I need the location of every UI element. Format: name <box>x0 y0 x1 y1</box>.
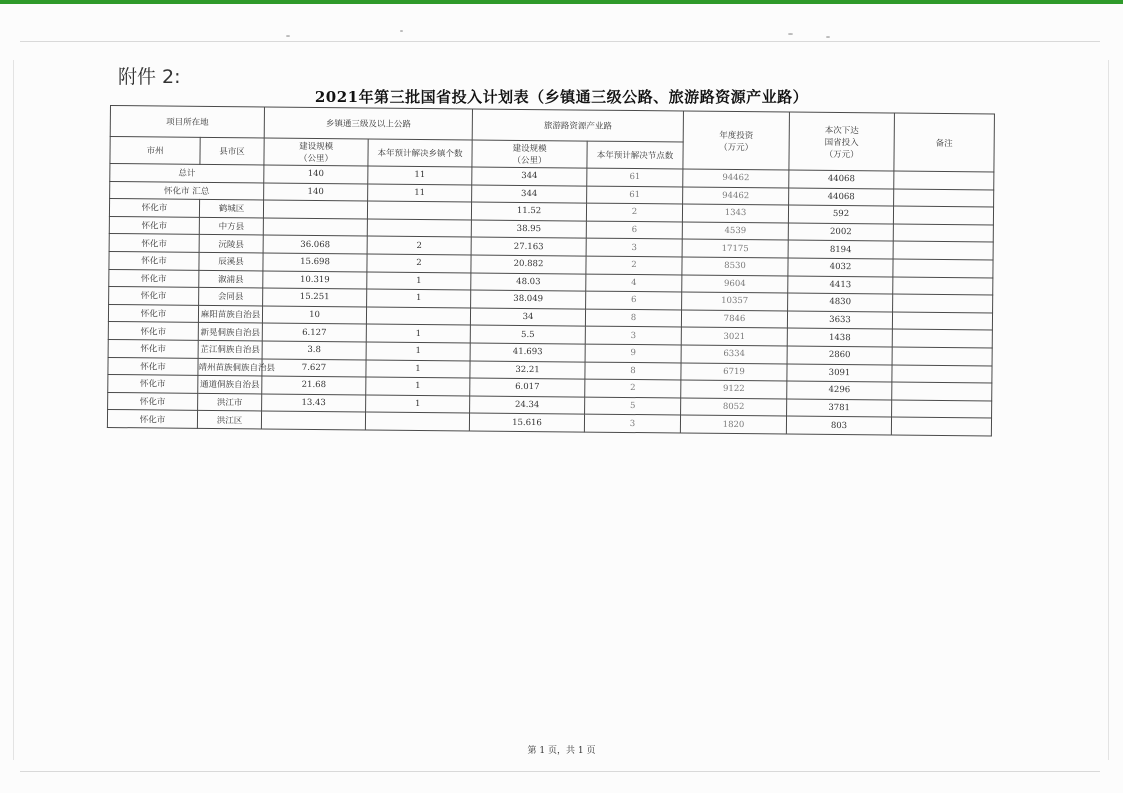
cell-tour-scale: 15.616 <box>469 413 584 432</box>
cell-remark <box>894 189 994 208</box>
cell-road-scale: 6.127 <box>262 323 366 342</box>
header-road-group: 乡镇通三级及以上公路 <box>264 107 472 140</box>
cell-city: 怀化市 <box>109 199 199 217</box>
cell-tour-scale: 20.882 <box>471 255 586 274</box>
cell-tour-scale: 11.52 <box>471 202 586 221</box>
header-location: 项目所在地 <box>110 106 264 138</box>
cell-remark <box>893 277 993 296</box>
cell-county: 鹤城区 <box>199 200 263 218</box>
cell-tour-nodes: 2 <box>586 256 682 275</box>
cell-remark <box>893 259 993 278</box>
cell-remark <box>893 206 993 225</box>
cell-remark <box>894 171 994 190</box>
cell-road-scale: 21.68 <box>262 376 366 395</box>
investment-plan-table <box>107 105 995 436</box>
cell-annual-investment: 94462 <box>683 187 789 206</box>
cell-road-scale: 7.627 <box>262 359 366 378</box>
header-remarks: 备注 <box>894 113 995 172</box>
page-footer: 第 1 页，共 1 页 <box>527 746 596 756</box>
cell-annual-investment: 6334 <box>681 345 787 364</box>
cell-annual-investment: 1343 <box>682 204 788 223</box>
cell-annual-investment: 17175 <box>682 239 788 258</box>
cell-road-towns: 1 <box>367 289 471 308</box>
cell-road-scale: 36.068 <box>263 235 367 254</box>
cell-tour-nodes: 6 <box>586 221 682 240</box>
cell-county: 中方县 <box>199 217 263 235</box>
document-title: 2021年第三批国省投入计划表（乡镇通三级公路、旅游路资源产业路） <box>314 88 809 106</box>
cell-road-towns <box>367 201 471 220</box>
cell-tour-nodes: 6 <box>586 291 682 310</box>
cell-county: 沅陵县 <box>199 235 263 253</box>
cell-provincial-investment: 8194 <box>788 240 893 259</box>
cell-row-label: 总计 <box>110 164 264 183</box>
cell-city: 怀化市 <box>108 392 198 410</box>
cell-road-scale: 10.319 <box>263 271 367 290</box>
cell-annual-investment: 4539 <box>682 222 788 241</box>
cell-road-towns: 2 <box>367 254 471 273</box>
cell-road-scale: 10 <box>262 306 366 325</box>
cell-road-scale <box>263 218 367 237</box>
header-tour-scale: 建设规模 （公里） <box>472 140 587 168</box>
cell-tour-nodes: 9 <box>585 344 681 363</box>
cell-remark <box>893 294 993 313</box>
cell-tour-nodes: 61 <box>587 168 683 187</box>
cell-remark <box>893 224 993 243</box>
cell-tour-scale: 344 <box>472 185 587 204</box>
scan-artifact-line <box>20 771 1100 772</box>
cell-tour-scale: 344 <box>472 167 587 186</box>
cell-tour-nodes: 4 <box>586 274 682 293</box>
cell-provincial-investment: 4830 <box>788 293 893 312</box>
header-tour-nodes: 本年预计解决节点数 <box>587 141 683 169</box>
cell-city: 怀化市 <box>108 357 198 375</box>
cell-provincial-investment: 4413 <box>788 276 893 295</box>
cell-annual-investment: 94462 <box>683 169 789 188</box>
cell-tour-scale: 24.34 <box>470 396 585 415</box>
cell-city: 怀化市 <box>109 251 199 269</box>
cell-road-towns: 1 <box>367 272 471 291</box>
cell-road-towns: 1 <box>366 342 470 361</box>
header-road-towns: 本年预计解决乡镇个数 <box>368 139 472 167</box>
cell-tour-scale: 41.693 <box>470 343 585 362</box>
scan-speck <box>788 33 793 35</box>
cell-tour-scale: 27.163 <box>471 237 586 256</box>
scan-artifact-edge <box>13 60 14 760</box>
cell-tour-scale: 34 <box>470 308 585 327</box>
scan-artifact-edge <box>1108 60 1109 760</box>
cell-tour-scale: 38.95 <box>471 220 586 239</box>
cell-remark <box>892 382 992 401</box>
cell-tour-scale: 5.5 <box>470 325 585 344</box>
cell-annual-investment: 1820 <box>680 415 786 434</box>
cell-county: 洪江市 <box>198 393 262 411</box>
cell-city: 怀化市 <box>109 269 199 287</box>
cell-tour-nodes: 2 <box>585 379 681 398</box>
cell-county: 会同县 <box>199 288 263 306</box>
cell-annual-investment: 9122 <box>681 380 787 399</box>
cell-annual-investment: 6719 <box>681 363 787 382</box>
cell-city: 怀化市 <box>108 375 198 393</box>
cell-county: 新晃侗族自治县 <box>198 323 262 341</box>
cell-road-towns: 11 <box>368 166 472 185</box>
cell-road-towns <box>366 307 470 326</box>
cell-road-towns <box>365 412 469 431</box>
cell-road-towns: 1 <box>366 395 470 414</box>
cell-annual-investment: 3021 <box>681 327 787 346</box>
cell-provincial-investment: 592 <box>788 205 893 224</box>
cell-provincial-investment: 2860 <box>787 346 892 365</box>
header-annual-investment: 年度投资 （万元） <box>683 111 790 170</box>
cell-tour-nodes: 61 <box>587 186 683 205</box>
cell-annual-investment: 8052 <box>681 398 787 417</box>
cell-city: 怀化市 <box>109 234 199 252</box>
cell-provincial-investment: 803 <box>786 416 891 435</box>
cell-county: 麻阳苗族自治县 <box>198 305 262 323</box>
scan-speck <box>286 35 290 37</box>
cell-city: 怀化市 <box>108 339 198 357</box>
cell-provincial-investment: 44068 <box>789 188 894 207</box>
cell-provincial-investment: 1438 <box>787 328 892 347</box>
cell-road-scale: 15.251 <box>263 288 367 307</box>
cell-city: 怀化市 <box>108 304 198 322</box>
header-county: 县市区 <box>200 137 264 165</box>
cell-tour-scale: 32.21 <box>470 360 585 379</box>
cell-provincial-investment: 2002 <box>788 223 893 242</box>
cell-city: 怀化市 <box>108 322 198 340</box>
cell-road-scale: 15.698 <box>263 253 367 272</box>
attachment-label: 附件 2: <box>118 66 181 88</box>
cell-tour-scale: 48.03 <box>471 273 586 292</box>
cell-tour-nodes: 3 <box>586 238 682 257</box>
cell-tour-nodes: 8 <box>585 362 681 381</box>
cell-annual-investment: 10357 <box>682 292 788 311</box>
cell-tour-nodes: 3 <box>585 326 681 345</box>
cell-county: 溆浦县 <box>199 270 263 288</box>
cell-county: 通道侗族自治县 <box>198 375 262 393</box>
cell-remark <box>892 312 992 331</box>
cell-tour-nodes: 8 <box>585 309 681 328</box>
cell-road-scale <box>261 411 365 430</box>
cell-remark <box>892 400 992 419</box>
cell-road-scale: 140 <box>264 183 368 202</box>
cell-remark <box>892 329 992 348</box>
header-road-scale: 建设规模 （公里） <box>264 138 368 166</box>
cell-tour-nodes: 2 <box>586 203 682 222</box>
scan-speck <box>826 36 830 38</box>
cell-remark <box>893 241 993 260</box>
header-tourism-group: 旅游路资源产业路 <box>472 109 683 142</box>
cell-road-towns: 1 <box>366 360 470 379</box>
header-city: 市州 <box>110 137 200 165</box>
cell-city: 怀化市 <box>109 287 199 305</box>
investment-plan-table-wrapper <box>107 105 994 436</box>
cell-county: 芷江侗族自治县 <box>198 340 262 358</box>
cell-provincial-investment: 3633 <box>787 311 892 330</box>
cell-county: 辰溪县 <box>199 252 263 270</box>
cell-tour-nodes: 3 <box>584 414 680 433</box>
cell-tour-scale: 6.017 <box>470 378 585 397</box>
top-accent-bar <box>0 0 1123 4</box>
cell-road-towns: 11 <box>368 184 472 203</box>
cell-annual-investment: 8530 <box>682 257 788 276</box>
cell-remark <box>891 417 991 436</box>
cell-county: 靖州苗族侗族自治县 <box>198 358 262 376</box>
cell-road-scale <box>263 200 367 219</box>
cell-road-towns: 1 <box>366 324 470 343</box>
cell-remark <box>892 347 992 366</box>
cell-provincial-investment: 44068 <box>789 170 894 189</box>
cell-provincial-investment: 4032 <box>788 258 893 277</box>
cell-tour-nodes: 5 <box>585 397 681 416</box>
cell-road-scale: 140 <box>264 165 368 184</box>
header-provincial-investment: 本次下达 国省投入 （万元） <box>789 112 895 171</box>
cell-provincial-investment: 3781 <box>787 399 892 418</box>
cell-tour-scale: 38.049 <box>471 290 586 309</box>
scan-artifact-line <box>20 41 1100 42</box>
cell-row-label: 怀化市 汇总 <box>110 181 264 200</box>
cell-road-scale: 3.8 <box>262 341 366 360</box>
cell-provincial-investment: 3091 <box>787 364 892 383</box>
cell-city: 怀化市 <box>107 410 197 428</box>
cell-road-towns: 2 <box>367 236 471 255</box>
cell-annual-investment: 9604 <box>682 275 788 294</box>
cell-road-towns <box>367 219 471 238</box>
cell-remark <box>892 365 992 384</box>
cell-road-scale: 13.43 <box>262 394 366 413</box>
cell-provincial-investment: 4296 <box>787 381 892 400</box>
cell-road-towns: 1 <box>366 377 470 396</box>
cell-annual-investment: 7846 <box>681 310 787 329</box>
scan-speck <box>400 30 403 32</box>
cell-city: 怀化市 <box>109 216 199 234</box>
cell-county: 洪江区 <box>197 411 261 429</box>
